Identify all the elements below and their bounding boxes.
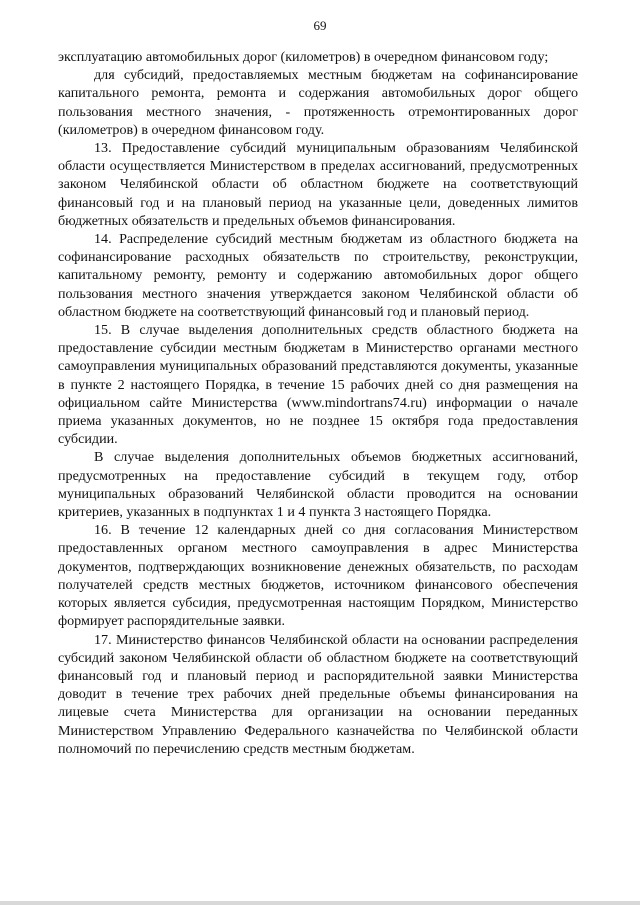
paragraph-item-17: 17. Министерство финансов Челябинской области на основании распределения субсидий законом Челябинской области об областном бюджете на соответствующий финансовый год и плановый период и распорядительной заявки Министерства доводит в течение трех рабочих дней предельные объемы финансирования на лицевые счета Министерства для организации на основании переданных Министерством Управлению Федерального казначейства по Челябинской области полномочий по перечислению средств местным бюджетам. [58, 631, 578, 757]
document-body [58, 48, 578, 758]
paragraph-continuation: эксплуатацию автомобильных дорог (километров) в очередном финансовом году; [58, 49, 549, 65]
scan-bottom-edge [0, 901, 640, 905]
page-number: 69 [313, 18, 327, 33]
paragraph-item-13: 13. Предоставление субсидий муниципальным образованиям Челябинской области осуществляется Министерством в пределах ассигнований, предусмотренных законом Челябинской области об областном бюджете на соответствующий финансовый год и на плановый период на указанные цели, доведенных лимитов бюджетных обязательств и предельных объемов финансирования. [58, 140, 578, 229]
paragraph-item-16: 16. В течение 12 календарных дней со дня согласования Министерством предоставленных органом местного самоуправления в адрес Министерства документов, подтверждающих возникновение денежных обязательств, по расходам получателей средств местных бюджетов, источником финансового обеспечения которых является субсидия, предусмотренная настоящим Порядком, Министерство формирует распорядительные заявки. [58, 522, 578, 630]
paragraph-item-14: 14. Распределение субсидий местным бюджетам из областного бюджета на софинансирование расходных обязательств по строительству, реконструкции, капитальному ремонту, ремонту и содержанию автомобильных дорог общего пользования местного значения утверждается законом Челябинской области об областном бюджете на соответствующий финансовый год и плановый период. [58, 231, 578, 320]
paragraph-additional-allocations: В случае выделения дополнительных объемов бюджетных ассигнований, предусмотренных на предоставление субсидий в текущем году, отбор муниципальных образований Челябинской области проводится на основании критериев, указанных в подпунктах 1 и 4 пункта 3 настоящего Порядка. [58, 449, 578, 521]
paragraph-subsidy-indicator: для субсидий, предоставляемых местным бюджетам на софинансирование капитального ремонта, ремонта и содержания автомобильных дорог общего пользования местного значения, - протяженность отремонтированных дорог (километров) в очередном финансовом году. [58, 67, 578, 138]
paragraph-item-15: 15. В случае выделения дополнительных средств областного бюджета на предоставление субсидии местным бюджетам в Министерство органами местного самоуправления муниципальных образований представляются документы, указанные в пункте 2 настоящего Порядка, в течение 15 рабочих дней со дня размещения на официальном сайте Министерства (www.mindortrans74.ru) информации о начале приема указанных документов, но не позднее 15 октября года предоставления субсидии. [58, 322, 578, 448]
